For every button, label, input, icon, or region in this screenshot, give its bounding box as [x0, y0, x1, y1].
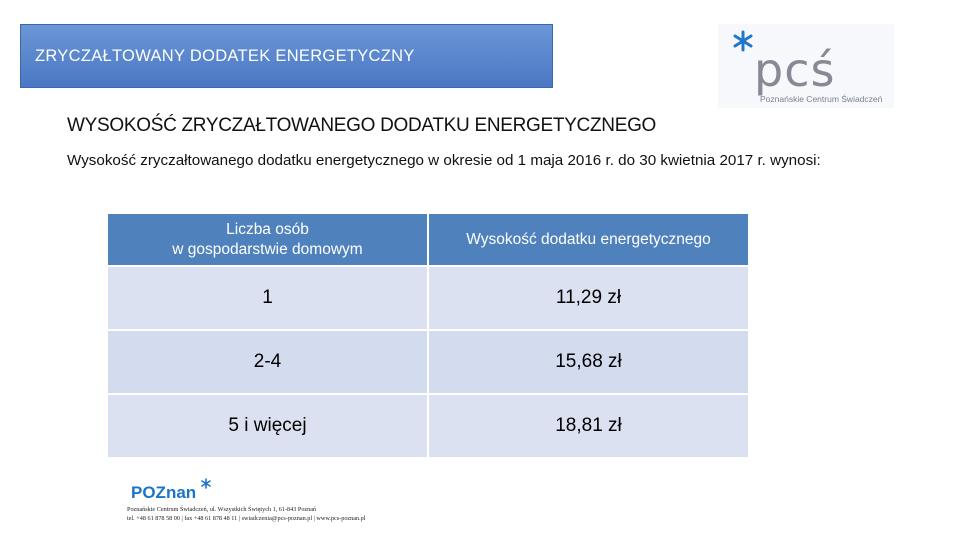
household-size-cell: 2-4 [108, 330, 428, 394]
poznan-logo-text: POZnan [131, 483, 197, 502]
allowance-amount-cell: 11,29 zł [428, 266, 748, 330]
column-header-label: Wysokość dodatku energetycznego [466, 230, 711, 248]
page-title: ZRYCZAŁTOWANY DODATEK ENERGETYCZNY [35, 46, 415, 65]
svg-text:pcś: pcś [754, 43, 836, 97]
footer-address: Poznańskie Centrum Świadczeń, ul. Wszystkich Świętych 1, 61-843 Poznań [127, 506, 317, 513]
footer-contact [127, 505, 365, 523]
allowance-amount-cell: 18,81 zł [428, 394, 748, 457]
table-header-row [108, 214, 748, 266]
pcs-logo [718, 24, 894, 108]
pcs-logo-subtitle: Poznańskie Centrum Świadczeń [760, 94, 883, 104]
table-row [108, 266, 748, 330]
poznan-logo-graphic [128, 476, 218, 506]
column-header-label: Liczba osób w gospodarstwie domowym [172, 220, 363, 258]
title-bar [20, 24, 553, 88]
pcs-logo-graphic [718, 24, 894, 108]
allowance-amount-cell: 15,68 zł [428, 330, 748, 394]
poznan-logo [128, 476, 218, 506]
household-size-cell: 5 i więcej [108, 394, 428, 457]
intro-text: Wysokość zryczałtowanego dodatku energetycznego w okresie od 1 maja 2016 r. do 30 kwietnia 2017 r. wynosi: [67, 152, 821, 169]
energy-allowance-table [108, 214, 748, 457]
section-heading: WYSOKOŚĆ ZRYCZAŁTOWANEGO DODATKU ENERGETYCZNEGO [67, 115, 657, 136]
column-header-household-size [108, 214, 428, 266]
column-header-allowance-amount [428, 214, 748, 266]
table-row [108, 394, 748, 457]
household-size-cell: 1 [108, 266, 428, 330]
table-row [108, 330, 748, 394]
footer-phone-email: tel. +48 61 878 58 00 | fax +48 61 878 48 11 | swiadczenia@pcs-poznan.pl | www.pcs-poznan.pl [127, 515, 366, 522]
